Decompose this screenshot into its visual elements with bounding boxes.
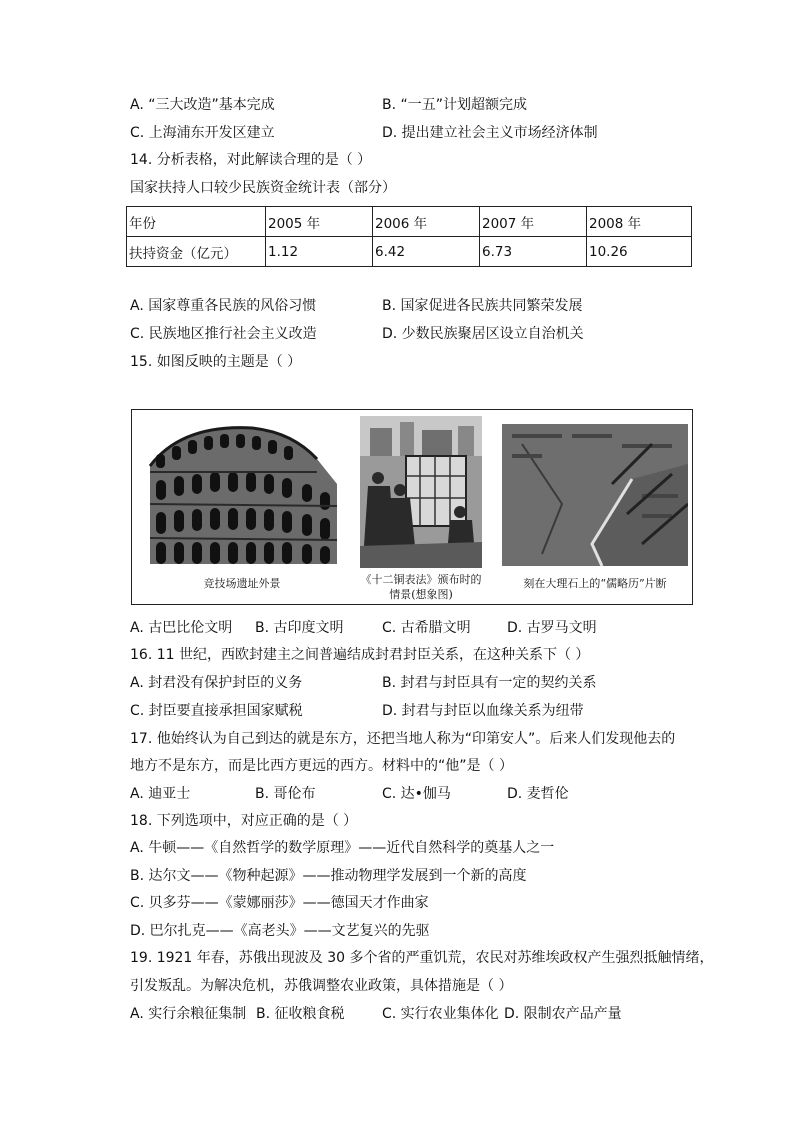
- q16-option-d: D. 封君与封臣以血缘关系为纽带: [382, 703, 584, 719]
- caption-twelve-tables-line2: 情景(想象图): [389, 588, 453, 601]
- q14-option-d: D. 少数民族聚居区设立自治机关: [382, 326, 584, 342]
- q14-stem: 14. 分析表格，对此解读合理的是（ ）: [130, 152, 372, 168]
- q19-stem-line2: 引发叛乱。为解决危机，苏俄调整农业政策，具体措施是（ ）: [130, 978, 513, 994]
- caption-twelve-tables-line1: 《十二铜表法》颁布时的: [360, 573, 482, 586]
- q18-option-d: D. 巴尔扎克——《高老头》——文艺复兴的先驱: [130, 923, 430, 939]
- q15-option-d: D. 古罗马文明: [507, 620, 597, 636]
- table-cell: 1.12: [266, 237, 373, 267]
- q14-option-c: C. 民族地区推行社会主义改造: [130, 326, 317, 342]
- q17-option-b: B. 哥伦布: [255, 786, 316, 802]
- table-cell: 2005 年: [266, 207, 373, 237]
- q19-option-c: C. 实行农业集体化: [382, 1006, 499, 1022]
- q14-option-b: B. 国家促进各民族共同繁荣发展: [382, 298, 583, 314]
- q17-stem-line1: 17. 他始终认为自己到达的就是东方，还把当地人称为“印第安人”。后来人们发现他去的: [130, 731, 676, 747]
- table-cell: 10.26: [587, 237, 692, 267]
- table-cell: 6.73: [480, 237, 587, 267]
- q18-stem: 18. 下列选项中，对应正确的是（ ）: [130, 813, 358, 829]
- q15-option-b: B. 古印度文明: [255, 620, 344, 636]
- table-row: [127, 237, 692, 267]
- q19-option-a: A. 实行余粮征集制: [130, 1006, 247, 1022]
- q17-option-c: C. 达•伽马: [382, 786, 451, 802]
- q17-option-d: D. 麦哲伦: [507, 786, 569, 802]
- q15-option-a: A. 古巴比伦文明: [130, 620, 233, 636]
- q14-table-title: 国家扶持人口较少民族资金统计表（部分）: [130, 180, 396, 196]
- q13-option-a: A. “三大改造”基本完成: [130, 97, 275, 113]
- caption-marble-calendar: 刻在大理石上的“儒略历”片断: [523, 577, 667, 590]
- q19-stem-line1: 19. 1921 年春，苏俄出现波及 30 多个省的严重饥荒，农民对苏维埃政权产生强烈抵触情绪，: [130, 950, 714, 966]
- q19-option-d: D. 限制农产品产量: [504, 1006, 622, 1022]
- q16-option-c: C. 封臣要直接承担国家赋税: [130, 703, 303, 719]
- q18-option-a: A. 牛顿——《自然哲学的数学原理》——近代自然科学的奠基人之一: [130, 840, 555, 856]
- q13-option-c: C. 上海浦东开发区建立: [130, 125, 275, 141]
- twelve-tables-image: [360, 416, 482, 568]
- q17-option-a: A. 迪亚士: [130, 786, 191, 802]
- q14-option-a: A. 国家尊重各民族的风俗习惯: [130, 298, 317, 314]
- q16-option-b: B. 封君与封臣具有一定的契约关系: [382, 675, 597, 691]
- q18-option-b: B. 达尔文——《物种起源》——推动物理学发展到一个新的高度: [130, 868, 527, 884]
- q16-stem: 16. 11 世纪，西欧封建主之间普遍结成封君封臣关系，在这种关系下（ ）: [130, 647, 590, 663]
- marble-calendar-image: [502, 424, 688, 566]
- table-cell: 2008 年: [587, 207, 692, 237]
- caption-colosseum: 竞技场遗址外景: [203, 577, 281, 590]
- funding-table: [126, 206, 692, 267]
- table-cell: 2006 年: [373, 207, 480, 237]
- table-cell: 2007 年: [480, 207, 587, 237]
- q19-option-b: B. 征收粮食税: [256, 1006, 345, 1022]
- q16-option-a: A. 封君没有保护封臣的义务: [130, 675, 303, 691]
- table-cell: 扶持资金（亿元）: [127, 237, 266, 267]
- table-header-row: [127, 207, 692, 237]
- q13-option-b: B. “一五”计划超额完成: [382, 97, 528, 113]
- q18-option-c: C. 贝多芬——《蒙娜丽莎》——德国天才作曲家: [130, 895, 429, 911]
- q15-option-c: C. 古希腊文明: [382, 620, 471, 636]
- table-cell: 6.42: [373, 237, 480, 267]
- q13-option-d: D. 提出建立社会主义市场经济体制: [382, 125, 598, 141]
- q17-stem-line2: 地方不是东方，而是比西方更远的西方。材料中的“他”是（ ）: [130, 758, 513, 774]
- colosseum-image: [142, 414, 342, 569]
- table-cell: 年份: [127, 207, 266, 237]
- q15-stem: 15. 如图反映的主题是（ ）: [130, 354, 302, 370]
- rome-figure: [131, 409, 693, 605]
